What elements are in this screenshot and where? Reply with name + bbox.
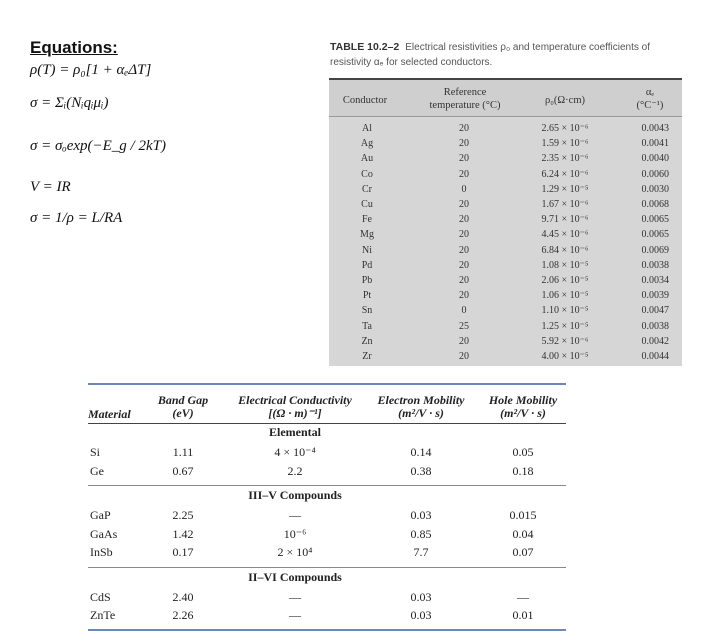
resistivity-cell: 4.45 × 10⁻⁶ — [541, 229, 589, 241]
resistivity-cell: 9.71 × 10⁻⁶ — [541, 214, 589, 226]
resistivity-row — [329, 227, 682, 242]
hole-mobility-cell: 0.05 — [512, 445, 534, 459]
reference-temp-cell: 20 — [459, 229, 469, 241]
header-alpha-unit: (°C⁻¹) — [636, 100, 664, 111]
temp-coefficient-cell: 0.0038 — [641, 320, 669, 332]
resistivity-row — [329, 151, 682, 166]
resistivity-table-body — [329, 118, 682, 366]
resistivity-row — [329, 273, 682, 288]
conductor-cell: Cu — [361, 199, 373, 210]
resistivity-cell: 5.92 × 10⁻⁶ — [541, 335, 589, 347]
resistivity-row — [329, 258, 682, 273]
conductivity-cell: — — [289, 608, 301, 622]
conductor-cell: Co — [361, 168, 373, 180]
resistivity-row — [329, 319, 682, 334]
band-gap-cell: 2.25 — [172, 508, 194, 522]
header-temperature: temperature (°C) — [429, 100, 501, 111]
temp-coefficient-cell: 0.0039 — [641, 290, 669, 302]
temp-coefficient-cell: 0.0069 — [641, 244, 669, 256]
reference-temp-cell: 20 — [459, 214, 469, 226]
conductor-cell: Ni — [362, 244, 372, 256]
header-rho: ρ₀(Ω·cm) — [544, 95, 586, 106]
material-cell: Si — [90, 445, 101, 459]
conductor-cell: Pd — [361, 259, 373, 271]
reference-temp-cell: 20 — [459, 335, 469, 347]
table1-caption-text: Electrical resistivities ρ₀ and temperature coefficients of resistivity αₑ for selected conductors. — [330, 42, 651, 68]
band-gap-cell: 2.40 — [172, 589, 194, 604]
resistivity-row — [329, 243, 682, 258]
conductor-cell: Ta — [362, 320, 372, 332]
resistivity-cell: 4.00 × 10⁻⁵ — [541, 351, 589, 362]
resistivity-cell: 1.10 × 10⁻⁵ — [541, 305, 589, 317]
conductivity-cell: — — [289, 508, 301, 522]
header-band-gap-unit: (eV) — [172, 406, 194, 420]
resistivity-cell: 1.08 × 10⁻⁵ — [541, 259, 589, 271]
conductivity-cell: 4 × 10⁻⁴ — [274, 445, 316, 459]
temp-coefficient-cell: 0.0040 — [641, 153, 669, 165]
resistivity-table — [329, 78, 682, 366]
header-band-gap: Band Gap — [157, 393, 209, 407]
reference-temp-cell: 0 — [461, 183, 467, 195]
resistivity-cell: 6.24 × 10⁻⁶ — [541, 168, 589, 180]
resistivity-cell: 1.67 × 10⁻⁶ — [541, 199, 589, 210]
resistivity-row — [329, 288, 682, 303]
header-electron-mobility: Electron Mobility — [377, 393, 465, 407]
conductor-cell: Mg — [360, 229, 374, 241]
table-bottom-rule — [88, 629, 566, 631]
temp-coefficient-cell: 0.0044 — [641, 351, 669, 362]
equation-conductivity-exp: σ = σₒexp(−E_g / 2kT) — [30, 138, 166, 154]
resistivity-row — [329, 197, 682, 212]
resistivity-row — [329, 334, 682, 349]
section-title: Elemental — [269, 425, 321, 439]
header-conductivity-unit: [(Ω · m)⁻¹] — [268, 406, 322, 420]
reference-temp-cell: 0 — [461, 305, 467, 317]
reference-temp-cell: 25 — [459, 320, 469, 332]
header-reference: Reference — [443, 87, 487, 98]
conductor-cell: Au — [360, 153, 374, 165]
temp-coefficient-cell: 0.0030 — [641, 183, 669, 195]
temp-coefficient-cell: 0.0042 — [641, 335, 669, 347]
header-hole-mobility: Hole Mobility — [488, 393, 558, 407]
band-gap-cell: 1.11 — [172, 445, 194, 459]
conductivity-cell: 2 × 10⁴ — [277, 545, 313, 559]
table-header-rule — [88, 423, 566, 424]
resistivity-row — [329, 121, 682, 136]
temp-coefficient-cell: 0.0065 — [641, 229, 669, 241]
header-alpha: αₑ — [645, 87, 655, 98]
resistivity-row — [329, 303, 682, 318]
temp-coefficient-cell: 0.0041 — [641, 138, 669, 150]
equation-conductivity-geometry: σ = 1/ρ = L/RA — [30, 210, 123, 226]
section-divider — [88, 485, 566, 486]
conductor-cell: Ag — [360, 138, 374, 150]
temp-coefficient-cell: 0.0068 — [641, 199, 669, 210]
equations-title: Equations: — [30, 38, 118, 57]
conductor-cell: Fe — [362, 214, 372, 226]
temp-coefficient-cell: 0.0065 — [641, 214, 669, 226]
header-electron-mobility-unit: (m²/V · s) — [398, 406, 444, 420]
resistivity-cell: 6.84 × 10⁻⁶ — [541, 244, 589, 256]
conductor-cell: Pt — [362, 290, 372, 302]
temp-coefficient-cell: 0.0043 — [641, 123, 669, 134]
conductor-cell: Al — [362, 123, 372, 134]
resistivity-cell: 2.35 × 10⁻⁶ — [541, 153, 589, 165]
resistivity-row — [329, 136, 682, 151]
conductivity-cell: 10⁻⁶ — [283, 526, 307, 541]
reference-temp-cell: 20 — [459, 123, 469, 134]
hole-mobility-cell: — — [517, 589, 529, 604]
header-conductor: Conductor — [342, 95, 388, 106]
equation-ohms-law: V = IR — [30, 179, 71, 195]
material-cell: GaAs — [90, 526, 118, 541]
temp-coefficient-cell: 0.0047 — [641, 305, 669, 317]
header-material: Material — [88, 407, 131, 421]
temp-coefficient-cell: 0.0060 — [641, 168, 669, 180]
conductor-cell: Zn — [361, 335, 373, 347]
band-gap-cell: 1.42 — [172, 526, 194, 541]
equation-resistivity-temp: ρ(T) = ρ₀[1 + αₑΔT] — [30, 62, 152, 78]
conductor-cell: Zr — [362, 351, 372, 362]
band-gap-cell: 0.17 — [172, 545, 194, 559]
electron-mobility-cell: 7.7 — [413, 545, 429, 559]
band-gap-cell: 2.26 — [172, 608, 194, 622]
resistivity-row — [329, 349, 682, 364]
electron-mobility-cell: 0.38 — [410, 463, 432, 478]
resistivity-cell: 2.65 × 10⁻⁶ — [541, 123, 589, 134]
hole-mobility-cell: 0.07 — [512, 545, 534, 559]
electron-mobility-cell: 0.14 — [410, 445, 432, 459]
material-cell: GaP — [90, 508, 111, 522]
resistivity-cell: 1.29 × 10⁻⁵ — [541, 183, 589, 195]
electron-mobility-cell: 0.03 — [410, 608, 432, 622]
temp-coefficient-cell: 0.0038 — [641, 259, 669, 271]
material-cell: Ge — [90, 463, 104, 478]
electron-mobility-cell: 0.85 — [410, 526, 432, 541]
material-cell: CdS — [90, 589, 111, 604]
material-cell: InSb — [90, 545, 113, 559]
resistivity-table-header — [329, 80, 682, 117]
resistivity-row — [329, 167, 682, 182]
resistivity-row — [329, 182, 682, 197]
conductivity-cell: — — [289, 589, 301, 604]
section-title: III–V Compounds — [248, 488, 342, 502]
hole-mobility-cell: 0.04 — [512, 526, 534, 541]
hole-mobility-cell: 0.015 — [509, 508, 537, 522]
band-gap-cell: 0.67 — [172, 463, 194, 478]
resistivity-cell: 1.06 × 10⁻⁵ — [541, 290, 589, 302]
reference-temp-cell: 20 — [459, 153, 469, 165]
conductor-cell: Pb — [361, 275, 373, 286]
hole-mobility-cell: 0.18 — [512, 463, 534, 478]
reference-temp-cell: 20 — [459, 138, 469, 150]
reference-temp-cell: 20 — [459, 351, 469, 362]
conductor-cell: Cr — [362, 183, 372, 195]
section-title: II–VI Compounds — [248, 569, 342, 584]
reference-temp-cell: 20 — [459, 168, 469, 180]
reference-temp-cell: 20 — [459, 199, 469, 210]
table-top-rule — [88, 383, 566, 385]
equations-panel — [30, 38, 300, 226]
hole-mobility-cell: 0.01 — [512, 608, 534, 622]
table1-label: TABLE 10.2–2 — [330, 41, 400, 53]
header-conductivity: Electrical Conductivity — [238, 393, 352, 407]
table1-caption — [330, 40, 680, 70]
electron-mobility-cell: 0.03 — [410, 508, 432, 522]
resistivity-cell: 1.59 × 10⁻⁶ — [541, 138, 589, 150]
reference-temp-cell: 20 — [459, 290, 469, 302]
reference-temp-cell: 20 — [459, 259, 469, 271]
resistivity-cell: 2.06 × 10⁻⁵ — [541, 275, 589, 286]
conductor-cell: Sn — [361, 305, 373, 317]
reference-temp-cell: 20 — [459, 275, 469, 286]
equation-conductivity-sum: σ = Σᵢ(Nᵢqᵢμᵢ) — [30, 95, 109, 111]
temp-coefficient-cell: 0.0034 — [641, 275, 669, 286]
header-hole-mobility-unit: (m²/V · s) — [500, 406, 546, 420]
reference-temp-cell: 20 — [459, 244, 469, 256]
electron-mobility-cell: 0.03 — [410, 589, 432, 604]
resistivity-row — [329, 212, 682, 227]
resistivity-cell: 1.25 × 10⁻⁵ — [541, 320, 589, 332]
section-divider — [88, 567, 566, 568]
conductivity-cell: 2.2 — [287, 463, 303, 478]
material-cell: ZnTe — [90, 608, 116, 622]
